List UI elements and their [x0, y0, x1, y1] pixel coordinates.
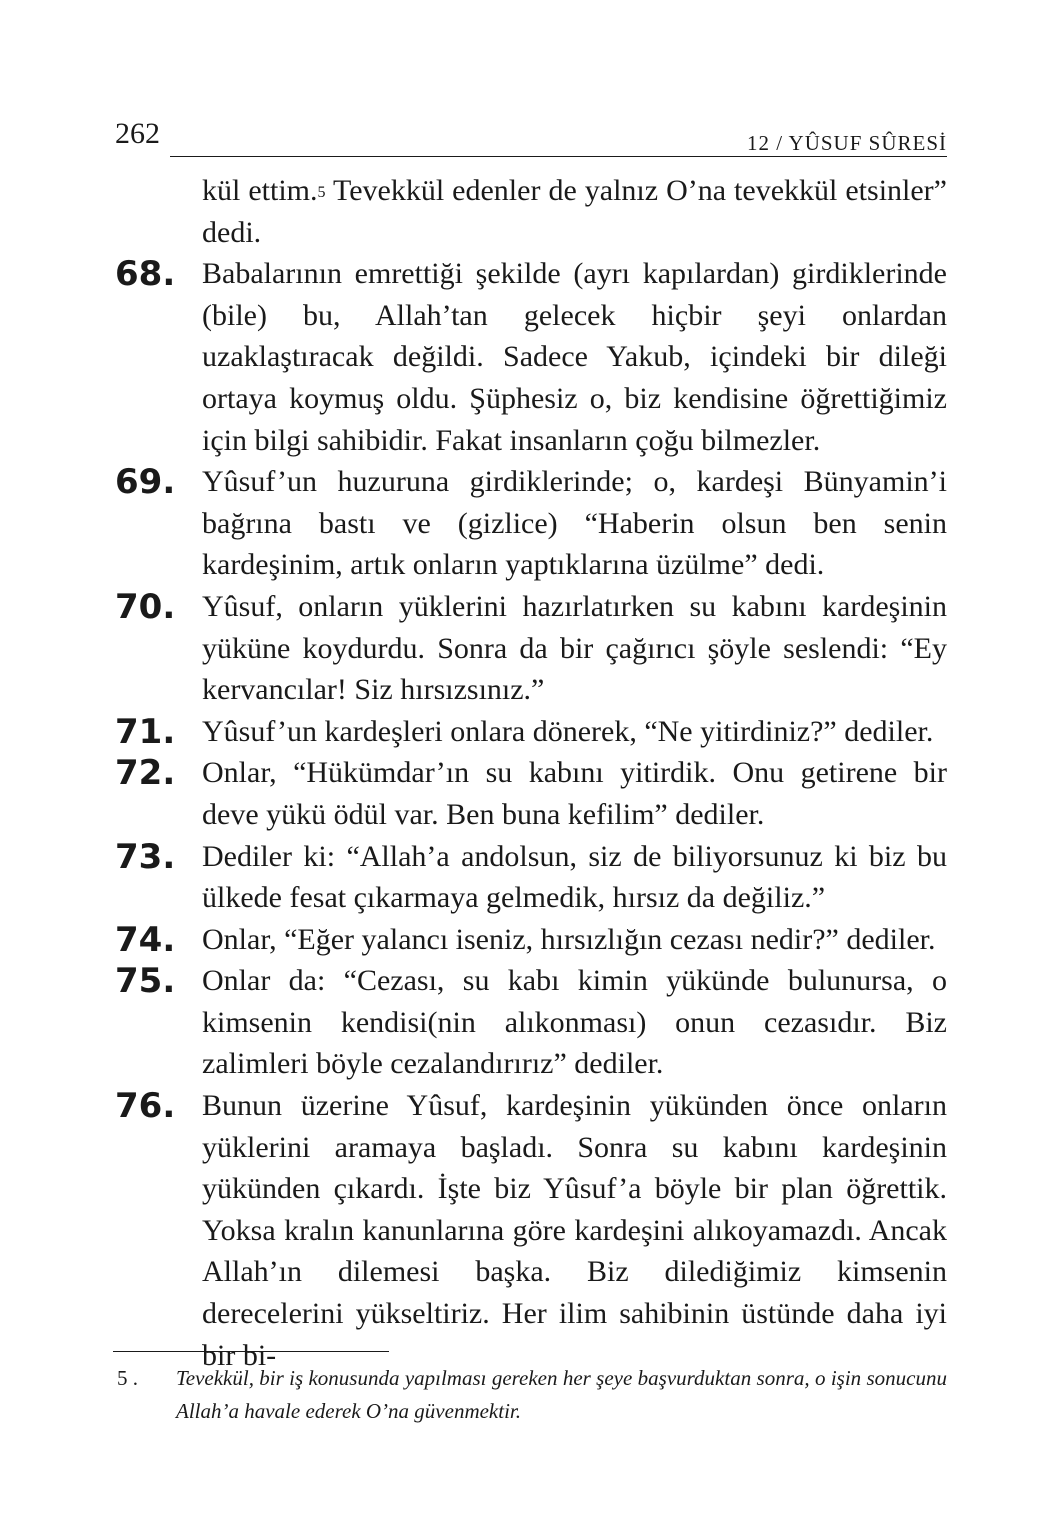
verse-text: Onlar, “Hükümdar’ın su kabını yitirdik. Onu getirene bir deve yükü ödül var. Ben buna kefilim” dediler.	[202, 756, 947, 831]
verse-number: 72.	[115, 753, 176, 794]
continuation-text-end: Tevekkül edenler de yalnız O’na tevekkül etsinler” dedi.	[202, 174, 947, 249]
verse-68	[113, 253, 947, 461]
verse-text	[202, 170, 947, 253]
verse-text: Yûsuf, onların yüklerini hazırlatırken su kabını kardeşinin yüküne koydurdu. Sonra da bir çağırıcı şöyle seslendi: “Ey kervancılar! Siz hırsızsınız.”	[202, 589, 947, 707]
page-header	[113, 114, 947, 158]
verse-number: 74.	[115, 919, 176, 960]
verse-76	[113, 1085, 947, 1376]
page-body	[113, 170, 947, 1376]
verse-73	[113, 836, 947, 919]
verse-number: 69.	[115, 462, 176, 503]
verse-number: 70.	[115, 586, 176, 627]
verse-number: 71.	[115, 711, 176, 752]
continuation-text-start: kül ettim.	[202, 174, 318, 207]
footnote-rule	[113, 1351, 389, 1352]
running-title: 12 / YÛSUF SÛRESİ	[746, 131, 947, 155]
verse-text: Onlar da: “Cezası, su kabı kimin yükünde bulunursa, o kimsenin kendisi(nin alıkonması) onun cezasıdır. Biz zalimleri böyle cezalandırırız” dediler.	[202, 964, 947, 1081]
verse-74	[113, 919, 947, 961]
header-rule	[170, 156, 947, 157]
verse-69	[113, 461, 947, 586]
verse-text: Yûsuf’un kardeşleri onlara dönerek, “Ne yitirdiniz?” dediler.	[202, 714, 934, 748]
verse-72	[113, 752, 947, 835]
footnote	[113, 1362, 947, 1428]
footnote-text: Tevekkül, bir iş konusunda yapılması gereken her şeye başvurduktan sonra, o işin sonucunu Allah’a havale ederek O’na güvenmektir.	[176, 1366, 947, 1423]
verse-71	[113, 711, 947, 753]
verse-text: Babalarının emrettiği şekilde (ayrı kapılardan) girdiklerinde (bile) bu, Allah’tan gelecek hiçbir şeyi onlardan uzaklaştıracak değildi. Sadece Yakub, içindeki bir dileği ortaya koymuş oldu. Şüphesiz o, biz kendisine öğrettiğimiz için bilgi sahibidir. Fakat insanların çoğu bilmezler.	[202, 257, 947, 457]
verse-number: 73.	[115, 836, 176, 877]
verse-number: 68.	[115, 254, 176, 295]
verse-70	[113, 586, 947, 711]
verse-text: Dediler ki: “Allah’a andolsun, siz de biliyorsunuz ki biz bu ülkede fesat çıkarmaya gelmedik, hırsız da değiliz.”	[202, 839, 947, 915]
verse-continuation	[113, 170, 947, 253]
verse-text: Yûsuf’un huzuruna girdiklerinde; o, kardeşi Bünyamin’i bağrına bastı ve (gizlice) “Haberin olsun ben senin kardeşinim, artık onların yaptıklarına üzülme” dedi.	[202, 465, 947, 582]
verse-75	[113, 960, 947, 1085]
footnote-number: 5 .	[117, 1366, 138, 1390]
verse-text: Bunun üzerine Yûsuf, kardeşinin yükünden önce onların yüklerini aramaya başladı. Sonra su kabını kardeşinin yükünden çıkardı. İşte biz Yûsuf’a böyle bir plan öğrettik. Yoksa kralın kanunlarına göre kardeşini alıkoyamazdı. Ancak Allah’ın dilemesi başka. Biz dilediğimiz kimsenin derecelerini yükseltiriz. Her ilim sahibinin üstünde daha iyi bir bi-	[202, 1089, 947, 1372]
page-number: 262	[115, 117, 160, 150]
verse-number: 76.	[115, 1086, 176, 1127]
verse-number: 75.	[115, 961, 176, 1002]
verse-text: Onlar, “Eğer yalancı iseniz, hırsızlığın cezası nedir?” dediler.	[202, 922, 936, 956]
footnote-reference: 5	[317, 184, 326, 201]
